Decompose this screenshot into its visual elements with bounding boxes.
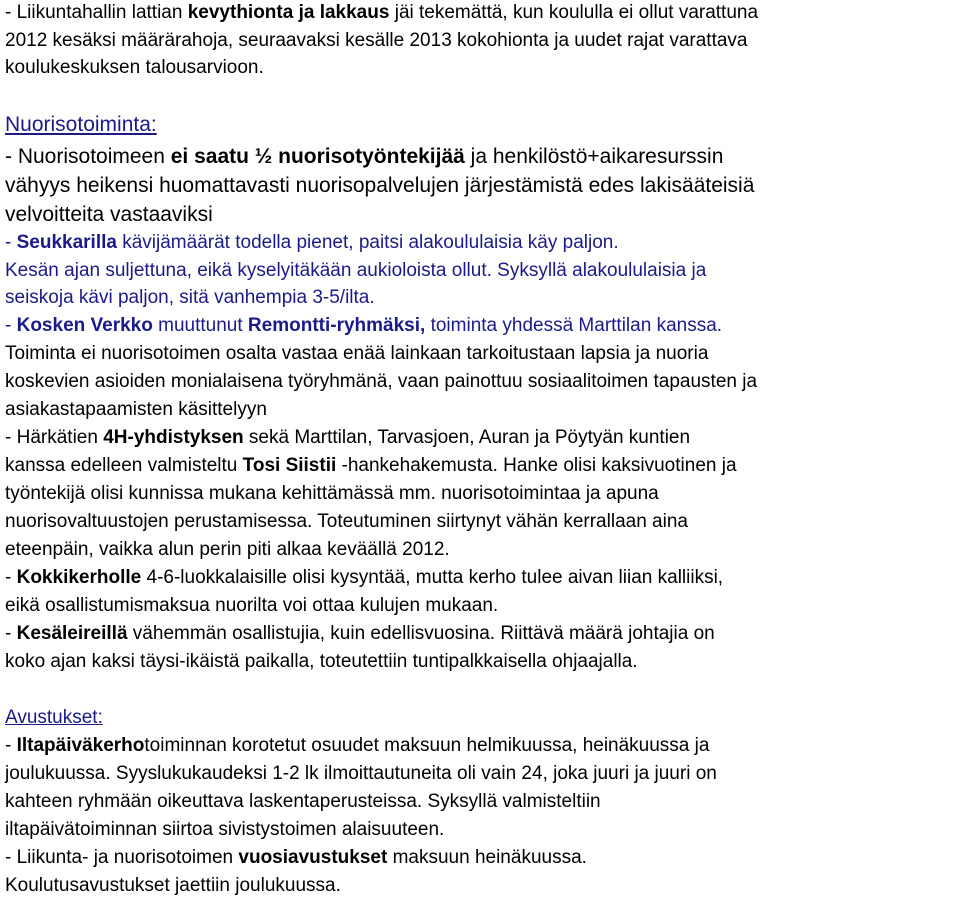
text: - Nuorisotoimeen: [5, 145, 171, 168]
bold-text: Kesäleireillä: [16, 623, 128, 644]
text: jäi tekemättä, kun koululla ei ollut varattuna: [389, 2, 759, 23]
nuoriso-line-9: koskevien asioiden monialaisena työryhmänä, vaan painottuu sosiaalitoimen tapausten ja: [5, 371, 758, 392]
nuoriso-line-13: työntekijä olisi kunnissa mukana kehittämässä mm. nuorisotoimintaa ja apuna: [5, 483, 659, 504]
avustukset-line-6: Koulutusavustukset jaettiin joulukuussa.: [5, 875, 341, 896]
avustukset-line-2: joulukuussa. Syyslukukaudeksi 1-2 lk ilmoittautuneita oli vain 24, joka juuri ja juuri on: [5, 763, 717, 784]
nuoriso-line-11: [5, 428, 690, 447]
bold-text: Kokkikerholle: [16, 567, 142, 588]
bold-text: Kosken Verkko: [16, 315, 153, 336]
intro-line-3: koulukeskuksen talousarvioon.: [5, 57, 264, 78]
text: -: [5, 232, 17, 253]
avustukset-line-5: [5, 848, 587, 867]
text: maksuun heinäkuussa.: [387, 847, 587, 868]
nuoriso-line-6: seiskoja kävi paljon, sitä vanhempia 3-5/ilta.: [5, 287, 375, 308]
bold-text: kevythionta ja lakkaus: [187, 2, 390, 23]
intro-line-2: 2012 kesäksi määrärahoja, seuraavaksi kesälle 2013 kokohionta ja uudet rajat varattava: [5, 30, 748, 51]
bold-text: 4H-yhdistyksen: [103, 427, 244, 448]
text: -: [5, 623, 17, 644]
nuoriso-line-8: Toiminta ei nuorisotoimen osalta vastaa enää lainkaan tarkoitustaan lapsia ja nuoria: [5, 343, 709, 364]
text: -: [5, 735, 17, 756]
bold-text: ei saatu ½ nuorisotyöntekijää: [170, 145, 465, 168]
text: ja henkilöstö+aikaresurssin: [464, 145, 724, 168]
text: toiminnan korotetut osuudet maksuun helmikuussa, heinäkuussa ja: [144, 735, 710, 756]
nuoriso-line-14: nuorisovaltuustojen perustamisessa. Toteutuminen siirtynyt vähän kerrallaan aina: [5, 511, 688, 532]
nuoriso-line-4: [5, 233, 619, 252]
section-heading-avustukset: Avustukset:: [5, 707, 103, 728]
section-heading-nuorisotoiminta: Nuorisotoiminta:: [5, 113, 157, 136]
text: muuttunut: [152, 315, 248, 336]
bold-text: vuosiavustukset: [238, 847, 388, 868]
avustukset-line-1: [5, 736, 709, 755]
text: kanssa edelleen valmisteltu: [5, 455, 243, 476]
bold-text: Tosi Siistii: [242, 455, 337, 476]
text: -: [5, 315, 17, 336]
nuoriso-line-17: eikä osallistumismaksua nuorilta voi ottaa kulujen mukaan.: [5, 595, 499, 616]
text: 4-6-luokkalaisille olisi kysyntää, mutta kerho tulee aivan liian kalliiksi,: [141, 567, 724, 588]
avustukset-line-4: iltapäivätoiminnan siirtoa sivistystoimen alaisuuteen.: [5, 819, 445, 840]
nuoriso-line-7: [5, 316, 722, 335]
nuoriso-line-12: [5, 456, 737, 475]
nuoriso-line-18: [5, 624, 715, 643]
intro-line-1: [5, 3, 758, 22]
bold-text: Iltapäiväkerho: [16, 735, 145, 756]
text: kävijämäärät todella pienet, paitsi alakoululaisia käy paljon.: [116, 232, 619, 253]
text: sekä Marttilan, Tarvasjoen, Auran ja Pöytyän kuntien: [243, 427, 691, 448]
nuoriso-line-1: [5, 146, 723, 167]
avustukset-line-3: kahteen ryhmään oikeuttava laskentaperusteissa. Syksyllä valmisteltiin: [5, 791, 601, 812]
nuoriso-line-3: velvoitteita vastaaviksi: [5, 203, 213, 226]
nuoriso-line-16: [5, 568, 723, 587]
nuoriso-line-15: eteenpäin, vaikka alun perin piti alkaa keväällä 2012.: [5, 539, 450, 560]
text: - Liikuntahallin lattian: [5, 2, 188, 23]
text: - Liikunta- ja nuorisotoimen: [5, 847, 239, 868]
text: -: [5, 567, 17, 588]
text: -hankehakemusta. Hanke olisi kaksivuotinen ja: [336, 455, 737, 476]
text: - Härkätien: [5, 427, 104, 448]
nuoriso-line-2: vähyys heikensi huomattavasti nuorisopalvelujen järjestämistä edes lakisääteisiä: [5, 174, 755, 197]
bold-text: Seukkarilla: [16, 232, 117, 253]
nuoriso-line-19: koko ajan kaksi täysi-ikäistä paikalla, toteutettiin tuntipalkkaisella ohjaajalla.: [5, 651, 638, 672]
text: toiminta yhdessä Marttilan kanssa.: [425, 315, 723, 336]
text: vähemmän osallistujia, kuin edellisvuosina. Riittävä määrä johtajia on: [127, 623, 715, 644]
nuoriso-line-5: Kesän ajan suljettuna, eikä kyselyitäkään aukioloista ollut. Syksyllä alakoululaisia ja: [5, 260, 707, 281]
bold-text: Remontti-ryhmäksi,: [247, 315, 426, 336]
nuoriso-line-10: asiakastapaamisten käsittelyyn: [5, 399, 267, 420]
